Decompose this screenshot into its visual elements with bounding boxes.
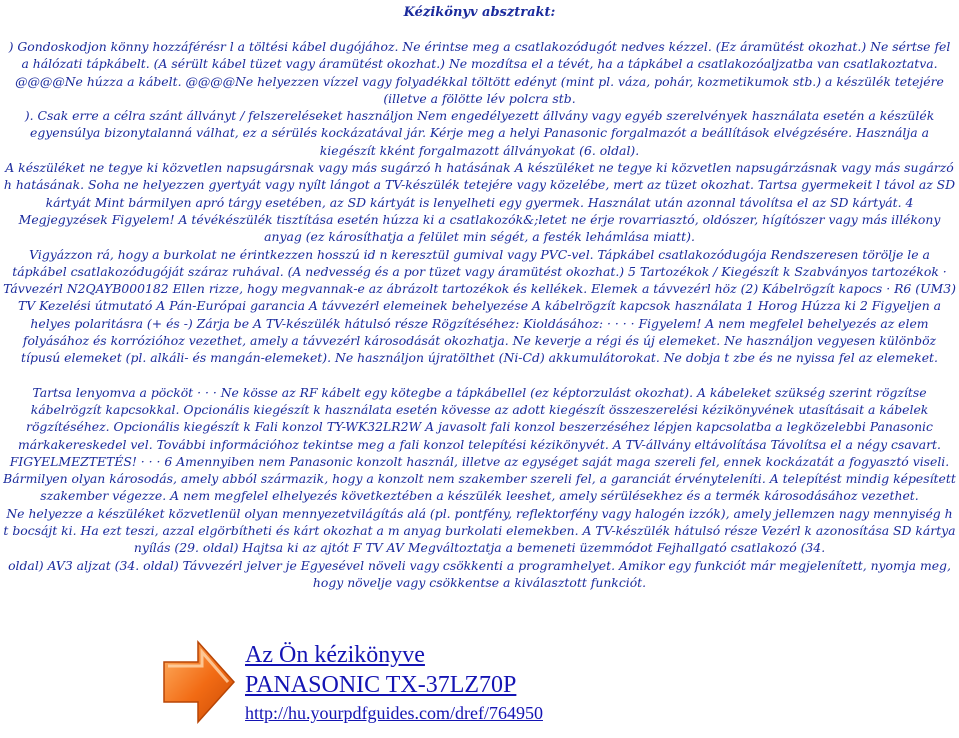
manual-link[interactable]: Az Ön kézikönyve [245, 642, 425, 668]
paragraph: A készüléket ne tegye ki közvetlen napsugársnak vagy más sugárzó h hatásának A készüléket ne tegye ki közvetlen napsugárzásnak vagy más sugárzó h hatásának. Soha ne helyezzen gyertyát vagy nyílt lángot a TV-készülék tetejére vagy közelébe, mert az tüzet okozhat. Tartsa gyermekeit l távol az SD kártyát Mint bármilyen apró tárgy esetében, az SD kártyát is lenyelheti egy gyermek. Használat után azonnal távolítsa el az SD kártyát. 4 Megjegyzések Figyelem! A tévékészülék tisztítása esetén húzza ki a csatlakozók&;letet ne érje rovarriasztó, oldószer, hígítószer vagy más illékony anyag (ez károsíthatja a felület min ségét, a festék lehámlása miatt). [3, 160, 956, 245]
page-title: Kézikönyv absztrakt: [403, 5, 556, 20]
paragraph: Ne helyezze a készüléket közvetlenül olyan mennyezetvilágítás alá (pl. pontfény, reflektorfény vagy halogén izzók), amely jellemzen nagy mennyiség h t bocsájt ki. Ha ezt teszi, azzal elgörbítheti és kárt okozhat a m anyag burkolati elemekben. A TV-készülék hátulsó része Vezérl k azonosítása SD kártya nyílás (29. oldal) Hajtsa ki az ajtót F TV AV Megváltoztatja a bemeneti üzemmódot Fejhallgató csatlakozó (34. [3, 505, 956, 556]
url-link[interactable]: http://hu.yourpdfguides.com/dref/764950 [245, 703, 543, 723]
paragraph: Vigyázzon rá, hogy a burkolat ne érintkezzen hosszú id n keresztül gumival vagy PVC-vel. Tápkábel csatlakozódugója Rendszeresen törölje le a tápkábel csatlakozódugóját száraz ruhával. (A nedvesség és a por tüzet vagy áramütést okozhat.) 5 Tartozékok / Kiegészít k Szabványos tartozékok · Távvezérl N2QAYB000182 Ellen rizze, hogy megvannak-e az ábrázolt tartozékok és kellékek. Elemek a távvezérl höz (2) Kábelrögzít kapocs · R6 (UM3) TV Kezelési útmutató A Pán-Európai garancia A távvezérl elemeinek behelyezése A kábelrögzít kapcsok használata 1 Horog Húzza ki 2 Figyeljen a helyes polaritásra (+ és -) Zárja be A TV-készülék hátulsó része Rögzítéséhez: Kioldásához: · · · · Figyelem! A nem megfelel behelyezés az elem folyásához és korrózióhoz vezethet, amely a távvezérl károsodását okozhatja. Ne keverje a régi és új elemeket. Ne használjon vegyesen különböz típusú elemeket (pl. alkáli- és mangán-elemeket). Ne használjon újratölthet (Ni-Cd) akkumulátorokat. Ne dobja t zbe és ne nyissa fel az elemeket. [3, 246, 956, 366]
paragraph: oldal) AV3 aljzat (34. oldal) Távvezérl jelver je Egyesével növeli vagy csökkenti a programhelyet. Amikor egy funkciót már megjelenített, nyomja meg, hogy növelje vagy csökkentse a kiválasztott funkciót. [8, 557, 951, 590]
paragraph: ). Csak erre a célra szánt állványt / felszereléseket használjon Nem engedélyezett állvány vagy egyéb szerelvények használata esetén a készülék egyensúlya bizonytalanná válhat, ez a sérülés kockázatával jár. Kérje meg a helyi Panasonic forgalmazót a beállítások elvégzésére. Használja a kiegészít kként forgalmazott állványokat (6. oldal). [24, 108, 935, 158]
footer-links [158, 636, 818, 736]
product-link[interactable]: PANASONIC TX-37LZ70P [245, 672, 517, 698]
links-group [245, 640, 543, 724]
paragraph: ) Gondoskodjon könny hozzáférésr l a töltési kábel dugójához. Ne érintse meg a csatlakozódugót nedves kézzel. (Ez áramütést okozhat.) Ne sértse fel a hálózati tápkábelt. (A sérült kábel tüzet vagy áramütést okozhat.) Ne mozdítsa el a tévét, ha a tápkábel a csatlakozóaljzatba van csatlakoztatva. @@@@Ne húzza a kábelt. @@@@Ne helyezzen vízzel vagy folyadékkal töltött edényt (mint pl. váza, pohár, kozmetikumok stb.) a készülék tetejére (illetve a fölötte lév polcra stb. [8, 39, 951, 106]
paragraph: Tartsa lenyomva a pöcköt · · · Ne kösse az RF kábelt egy kötegbe a tápkábellel (ez képtorzulást okozhat). A kábeleket szükség szerint rögzítse kábelrögzít kapcsokkal. Opcionális kiegészít k használata esetén kövesse az adott kiegészít összeszerelési kézikönyvének utasításait a kábelek rögzítéséhez. Opcionális kiegészít k Fali konzol TY-WK32LR2W A javasolt fali konzol beszerzéséhez lépjen kapcsolatba a legközelebbi Panasonic márkakereskedel vel. További információhoz tekintse meg a fali konzol telepítési kézikönyvét. A TV-állvány eltávolítása Távolítsa el a négy csavart. FIGYELMEZTETÉS! · · · 6 Amennyiben nem Panasonic konzolt használ, illetve az egységet saját maga szereli fel, ennek kockázatát a fogyasztó viseli. Bármilyen olyan károsodás, amely abból származik, hogy a konzolt nem szakember szereli fel, a garanciát érvényteleníti. A telepítést mindig képesített szakember végezze. A nem megfelel elhelyezés következtében a készülék leeshet, amely sérülésekhez és a termék károsodásához vezethet. [3, 384, 956, 504]
arrow-right-icon [158, 636, 238, 728]
manual-text [3, 38, 956, 591]
